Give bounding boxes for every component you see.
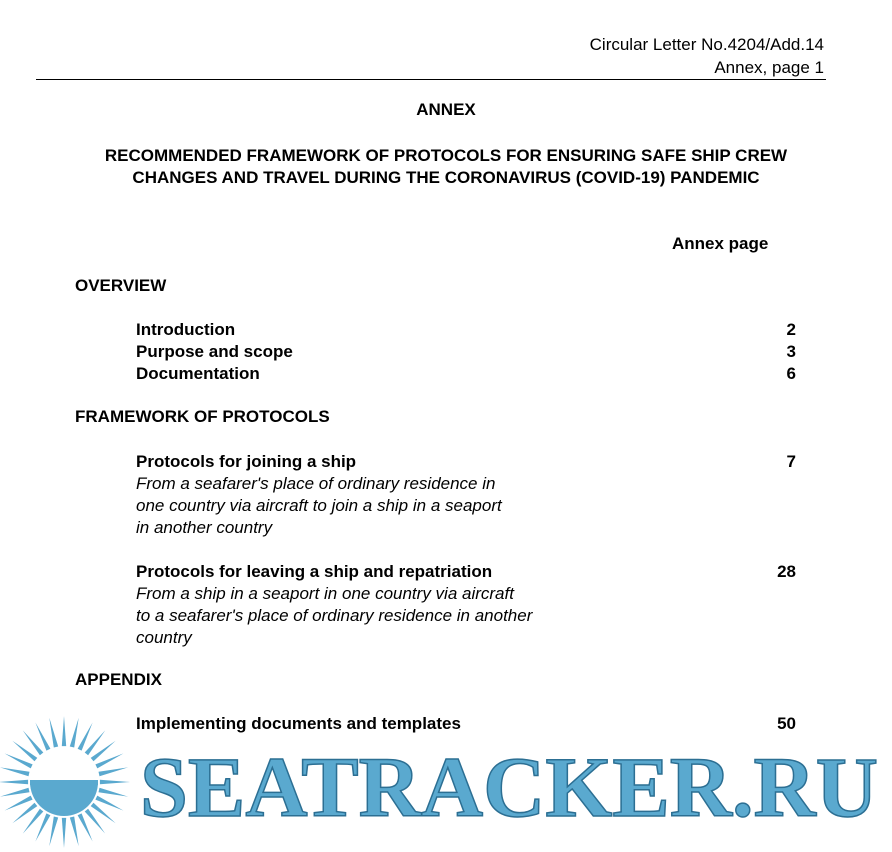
toc-page-documentation: 6 — [786, 364, 796, 383]
sun-ray — [0, 767, 30, 776]
leaving-description-line: From a ship in a seaport in one country via aircraft — [136, 584, 514, 603]
sun-ray — [0, 780, 28, 784]
sun-ray — [95, 753, 123, 768]
circular-letter-number: Circular Letter No.4204/Add.14 — [589, 35, 824, 54]
toc-page-leaving: 28 — [777, 562, 796, 581]
section-appendix-title: APPENDIX — [75, 670, 162, 689]
toc-page-purpose: 3 — [786, 342, 796, 361]
section-overview-title: OVERVIEW — [75, 276, 167, 295]
sun-icon — [0, 716, 130, 848]
title-line-1: RECOMMENDED FRAMEWORK OF PROTOCOLS FOR ENSURING SAFE SHIP CREW — [104, 146, 788, 165]
sun-ray — [49, 718, 58, 748]
toc-item-purpose: Purpose and scope — [136, 342, 293, 361]
sun-ray — [70, 718, 79, 748]
leaving-description-line: country — [136, 628, 192, 647]
toc-page-implementing-documents: 50 — [777, 714, 796, 733]
sun-ray — [35, 813, 50, 841]
sun-ray — [78, 813, 93, 841]
annex-page-label: Annex, page 1 — [714, 58, 824, 77]
toc-item-introduction: Introduction — [136, 320, 236, 339]
sun-ray — [49, 817, 58, 847]
toc-page-introduction: 2 — [786, 320, 796, 339]
joining-description-line: one country via aircraft to join a ship in a seaport — [136, 496, 502, 515]
watermark-logo — [0, 712, 892, 852]
toc-item-implementing-documents: Implementing documents and templates — [136, 714, 461, 733]
sun-ray — [35, 723, 50, 751]
section-framework-title: FRAMEWORK OF PROTOCOLS — [75, 407, 330, 426]
sun-ray — [99, 788, 129, 797]
sun-ray — [70, 817, 79, 847]
toc-item-documentation: Documentation — [136, 364, 260, 383]
watermark-text: SEATRACKER.RU — [140, 739, 879, 835]
annex-page-column-header: Annex page — [672, 234, 769, 253]
sun-ray — [78, 723, 93, 751]
sun-ray — [62, 818, 66, 848]
joining-description-line: From a seafarer's place of ordinary residence in — [136, 474, 496, 493]
sun-ray — [5, 753, 33, 768]
sun-ray — [95, 796, 123, 811]
toc-item-leaving: Protocols for leaving a ship and repatriation — [136, 562, 493, 581]
annex-heading: ANNEX — [416, 100, 476, 119]
toc-page-joining: 7 — [786, 452, 796, 471]
sun-ray — [5, 796, 33, 811]
sun-ray — [99, 767, 129, 776]
leaving-description-line: to a seafarer's place of ordinary residence in another — [136, 606, 533, 625]
sun-ray — [100, 780, 130, 784]
sun-ray — [0, 788, 30, 797]
joining-description-line: in another country — [136, 518, 273, 537]
toc-item-joining: Protocols for joining a ship — [136, 452, 357, 471]
title-line-2: CHANGES AND TRAVEL DURING THE CORONAVIRUS (COVID-19) PANDEMIC — [132, 168, 760, 187]
header-rule — [36, 79, 826, 80]
sun-ray — [62, 716, 66, 746]
